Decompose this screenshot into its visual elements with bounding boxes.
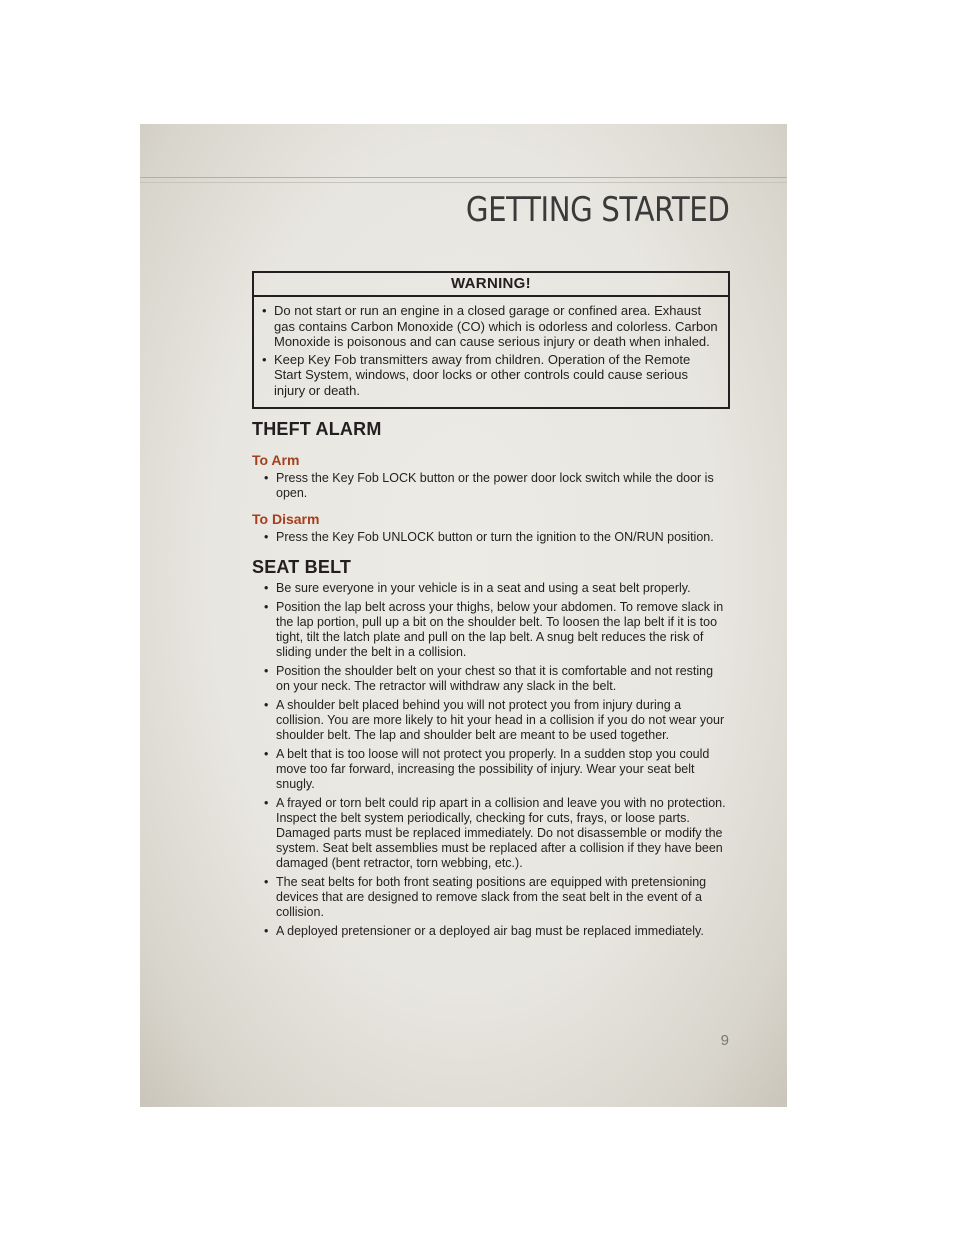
bullet-icon: • bbox=[264, 664, 269, 678]
bullet-icon: • bbox=[264, 600, 269, 614]
list-item bbox=[264, 530, 730, 545]
seat-belt-list bbox=[252, 581, 730, 939]
to-arm-list bbox=[252, 471, 730, 501]
warning-title: WARNING! bbox=[254, 273, 728, 297]
list-item bbox=[264, 875, 730, 920]
list-item bbox=[264, 924, 730, 939]
bullet-icon: • bbox=[264, 924, 269, 938]
list-item bbox=[264, 581, 730, 596]
bullet-icon: • bbox=[264, 471, 269, 485]
list-item bbox=[264, 600, 730, 660]
bullet-icon: • bbox=[264, 747, 269, 761]
bullet-icon: • bbox=[264, 530, 269, 544]
list-item-text: A belt that is too loose will not protect you properly. In a sudden stop you could move too far forward, increasing the possibility of injury. Wear your seat belt snugly. bbox=[276, 747, 710, 791]
list-item bbox=[264, 747, 730, 792]
warning-body bbox=[254, 297, 728, 407]
warning-item bbox=[262, 303, 720, 350]
list-item-text: Press the Key Fob UNLOCK button or turn the ignition to the ON/RUN position. bbox=[276, 530, 714, 544]
list-item-text: Be sure everyone in your vehicle is in a seat and using a seat belt properly. bbox=[276, 581, 691, 595]
list-item bbox=[264, 698, 730, 743]
manual-page bbox=[140, 124, 787, 1107]
list-item bbox=[264, 664, 730, 694]
bullet-icon: • bbox=[264, 698, 269, 712]
list-item-text: A shoulder belt placed behind you will not protect you from injury during a collision. You are more likely to hit your head in a collision if you do not wear your shoulder belt. The lap and shoulder belt are meant to be used together. bbox=[276, 698, 725, 742]
bullet-icon: • bbox=[262, 351, 267, 367]
warning-item-text: Do not start or run an engine in a closed garage or confined area. Exhaust gas contains Carbon Monoxide (CO) which is odorless and colorless. Carbon Monoxide is poisonous and can cause serious injury or death when inhaled. bbox=[274, 303, 718, 349]
to-disarm-heading: To Disarm bbox=[252, 511, 320, 527]
seat-belt-heading: SEAT BELT bbox=[252, 557, 352, 577]
list-item-text: The seat belts for both front seating positions are equipped with pretensioning devices that are designed to remove slack from the seat belt in the event of a collision. bbox=[276, 875, 707, 919]
header-rule-secondary bbox=[140, 182, 787, 183]
section-title: GETTING STARTED bbox=[465, 190, 729, 230]
list-item bbox=[264, 471, 730, 501]
warning-item-text: Keep Key Fob transmitters away from children. Operation of the Remote Start System, windows, door locks or other controls could cause serious injury or death. bbox=[274, 351, 691, 398]
list-item-text: A deployed pretensioner or a deployed air bag must be replaced immediately. bbox=[276, 924, 704, 938]
bullet-icon: • bbox=[264, 581, 269, 595]
warning-item bbox=[262, 352, 720, 399]
list-item bbox=[264, 796, 730, 871]
theft-alarm-heading: THEFT ALARM bbox=[252, 419, 382, 439]
page-content bbox=[252, 271, 730, 943]
bullet-icon: • bbox=[264, 796, 269, 810]
header-rule bbox=[140, 177, 787, 178]
list-item-text: Position the lap belt across your thighs, below your abdomen. To remove slack in the lap portion, pull up a bit on the shoulder belt. To loosen the lap belt if it is too tight, tilt the latch plate and pull on the lap belt. A snug belt reduces the risk of sliding under the belt in a collision. bbox=[276, 600, 724, 659]
bullet-icon: • bbox=[264, 875, 269, 889]
bullet-icon: • bbox=[262, 303, 267, 318]
to-arm-heading: To Arm bbox=[252, 452, 300, 468]
list-item-text: Position the shoulder belt on your chest so that it is comfortable and not resting on your neck. The retractor will withdraw any slack in the belt. bbox=[276, 664, 714, 693]
list-item-text: A frayed or torn belt could rip apart in a collision and leave you with no protection. Inspect the belt system periodically, checking for cuts, frays, or loose parts. Damaged parts must be replaced immediately. Do not disassemble or modify the system. Seat belt assemblies must be replaced after a collision if they have been damaged (bent retractor, torn webbing, etc.). bbox=[276, 796, 726, 870]
list-item-text: Press the Key Fob LOCK button or the power door lock switch while the door is open. bbox=[276, 471, 714, 500]
to-disarm-list bbox=[252, 530, 730, 545]
page-number: 9 bbox=[720, 1032, 729, 1049]
warning-box bbox=[252, 271, 730, 409]
